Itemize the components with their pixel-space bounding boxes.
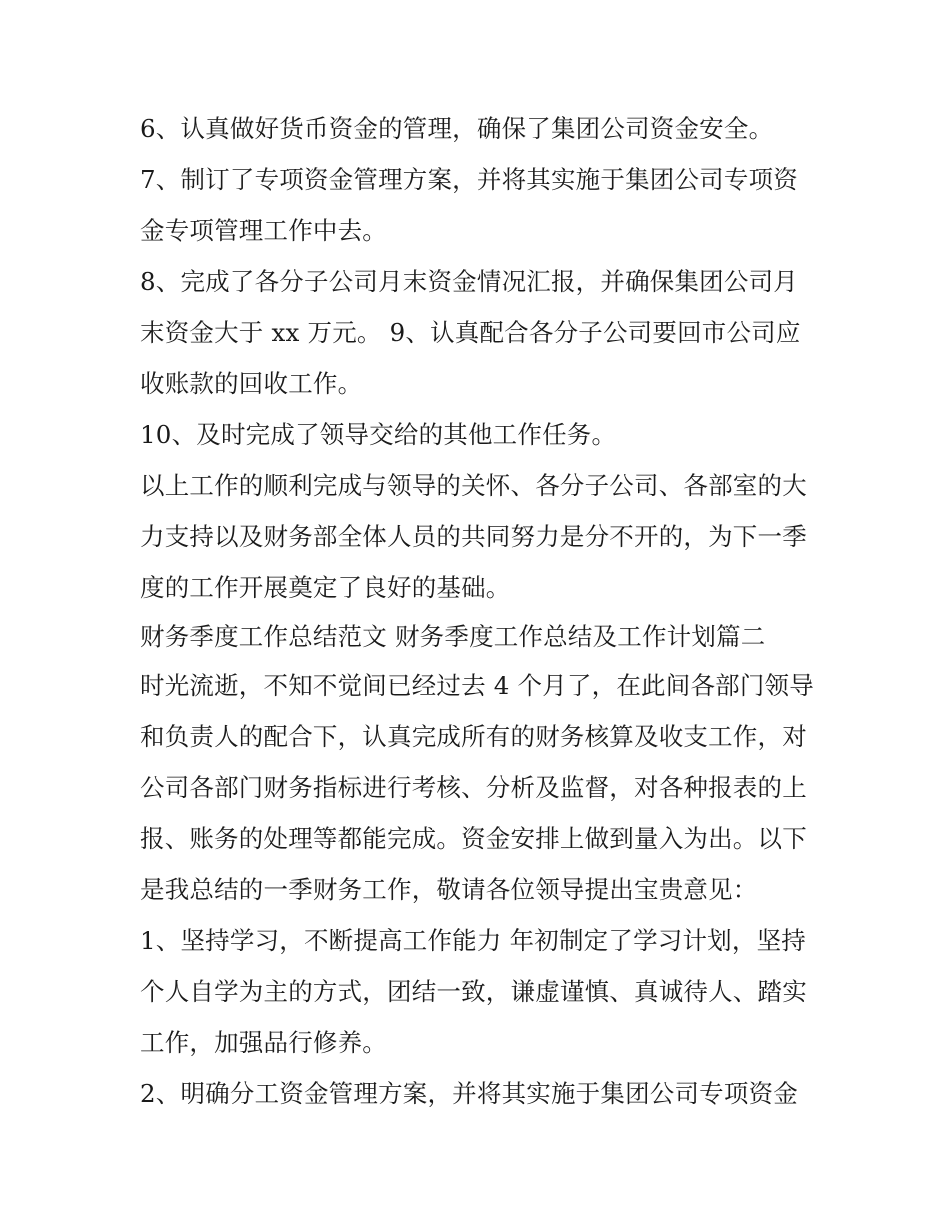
text-line: 末资金大于 xx 万元。 9、认真配合各分子公司要回市公司应 [140,318,801,347]
text-line: 8、完成了各分子公司月末资金情况汇报，并确保集团公司月 [140,267,798,296]
text-line: 和负责人的配合下，认真完成所有的财务核算及收支工作，对 [140,722,807,751]
text-line: 10、及时完成了领导交给的其他工作任务。 [140,420,617,449]
text-line: 是我总结的一季财务工作，敬请各位领导提出宝贵意见： [140,875,758,904]
text-line: 公司各部门财务指标进行考核、分析及监督，对各种报表的上 [140,773,807,802]
text-line: 1、坚持学习，不断提高工作能力 年初制定了学习计划，坚持 [140,926,806,955]
text-line: 收账款的回收工作。 [140,369,363,398]
text-line: 度的工作开展奠定了良好的基础。 [140,573,511,602]
text-line: 报、账务的处理等都能完成。资金安排上做到量入为出。以下 [140,824,807,853]
section-heading: 财务季度工作总结范文 财务季度工作总结及工作计划篇二 [140,622,766,651]
text-line: 力支持以及财务部全体人员的共同努力是分不开的，为下一季 [140,522,807,551]
text-line: 7、制订了专项资金管理方案，并将其实施于集团公司专项资 [140,165,798,194]
text-line: 金专项管理工作中去。 [140,216,387,245]
text-line: 以上工作的顺利完成与领导的关怀、各分子公司、各部室的大 [140,471,807,500]
text-line: 6、认真做好货币资金的管理，确保了集团公司资金安全。 [140,114,774,143]
text-line: 2、明确分工资金管理方案，并将其实施于集团公司专项资金 [140,1079,798,1108]
text-line: 时光流逝，不知不觉间已经过去 4 个月了，在此间各部门领导 [140,671,814,700]
text-line: 个人自学为主的方式，团结一致，谦虚谨慎、真诚待人、踏实 [140,977,807,1006]
text-line: 工作，加强品行修养。 [140,1028,387,1057]
